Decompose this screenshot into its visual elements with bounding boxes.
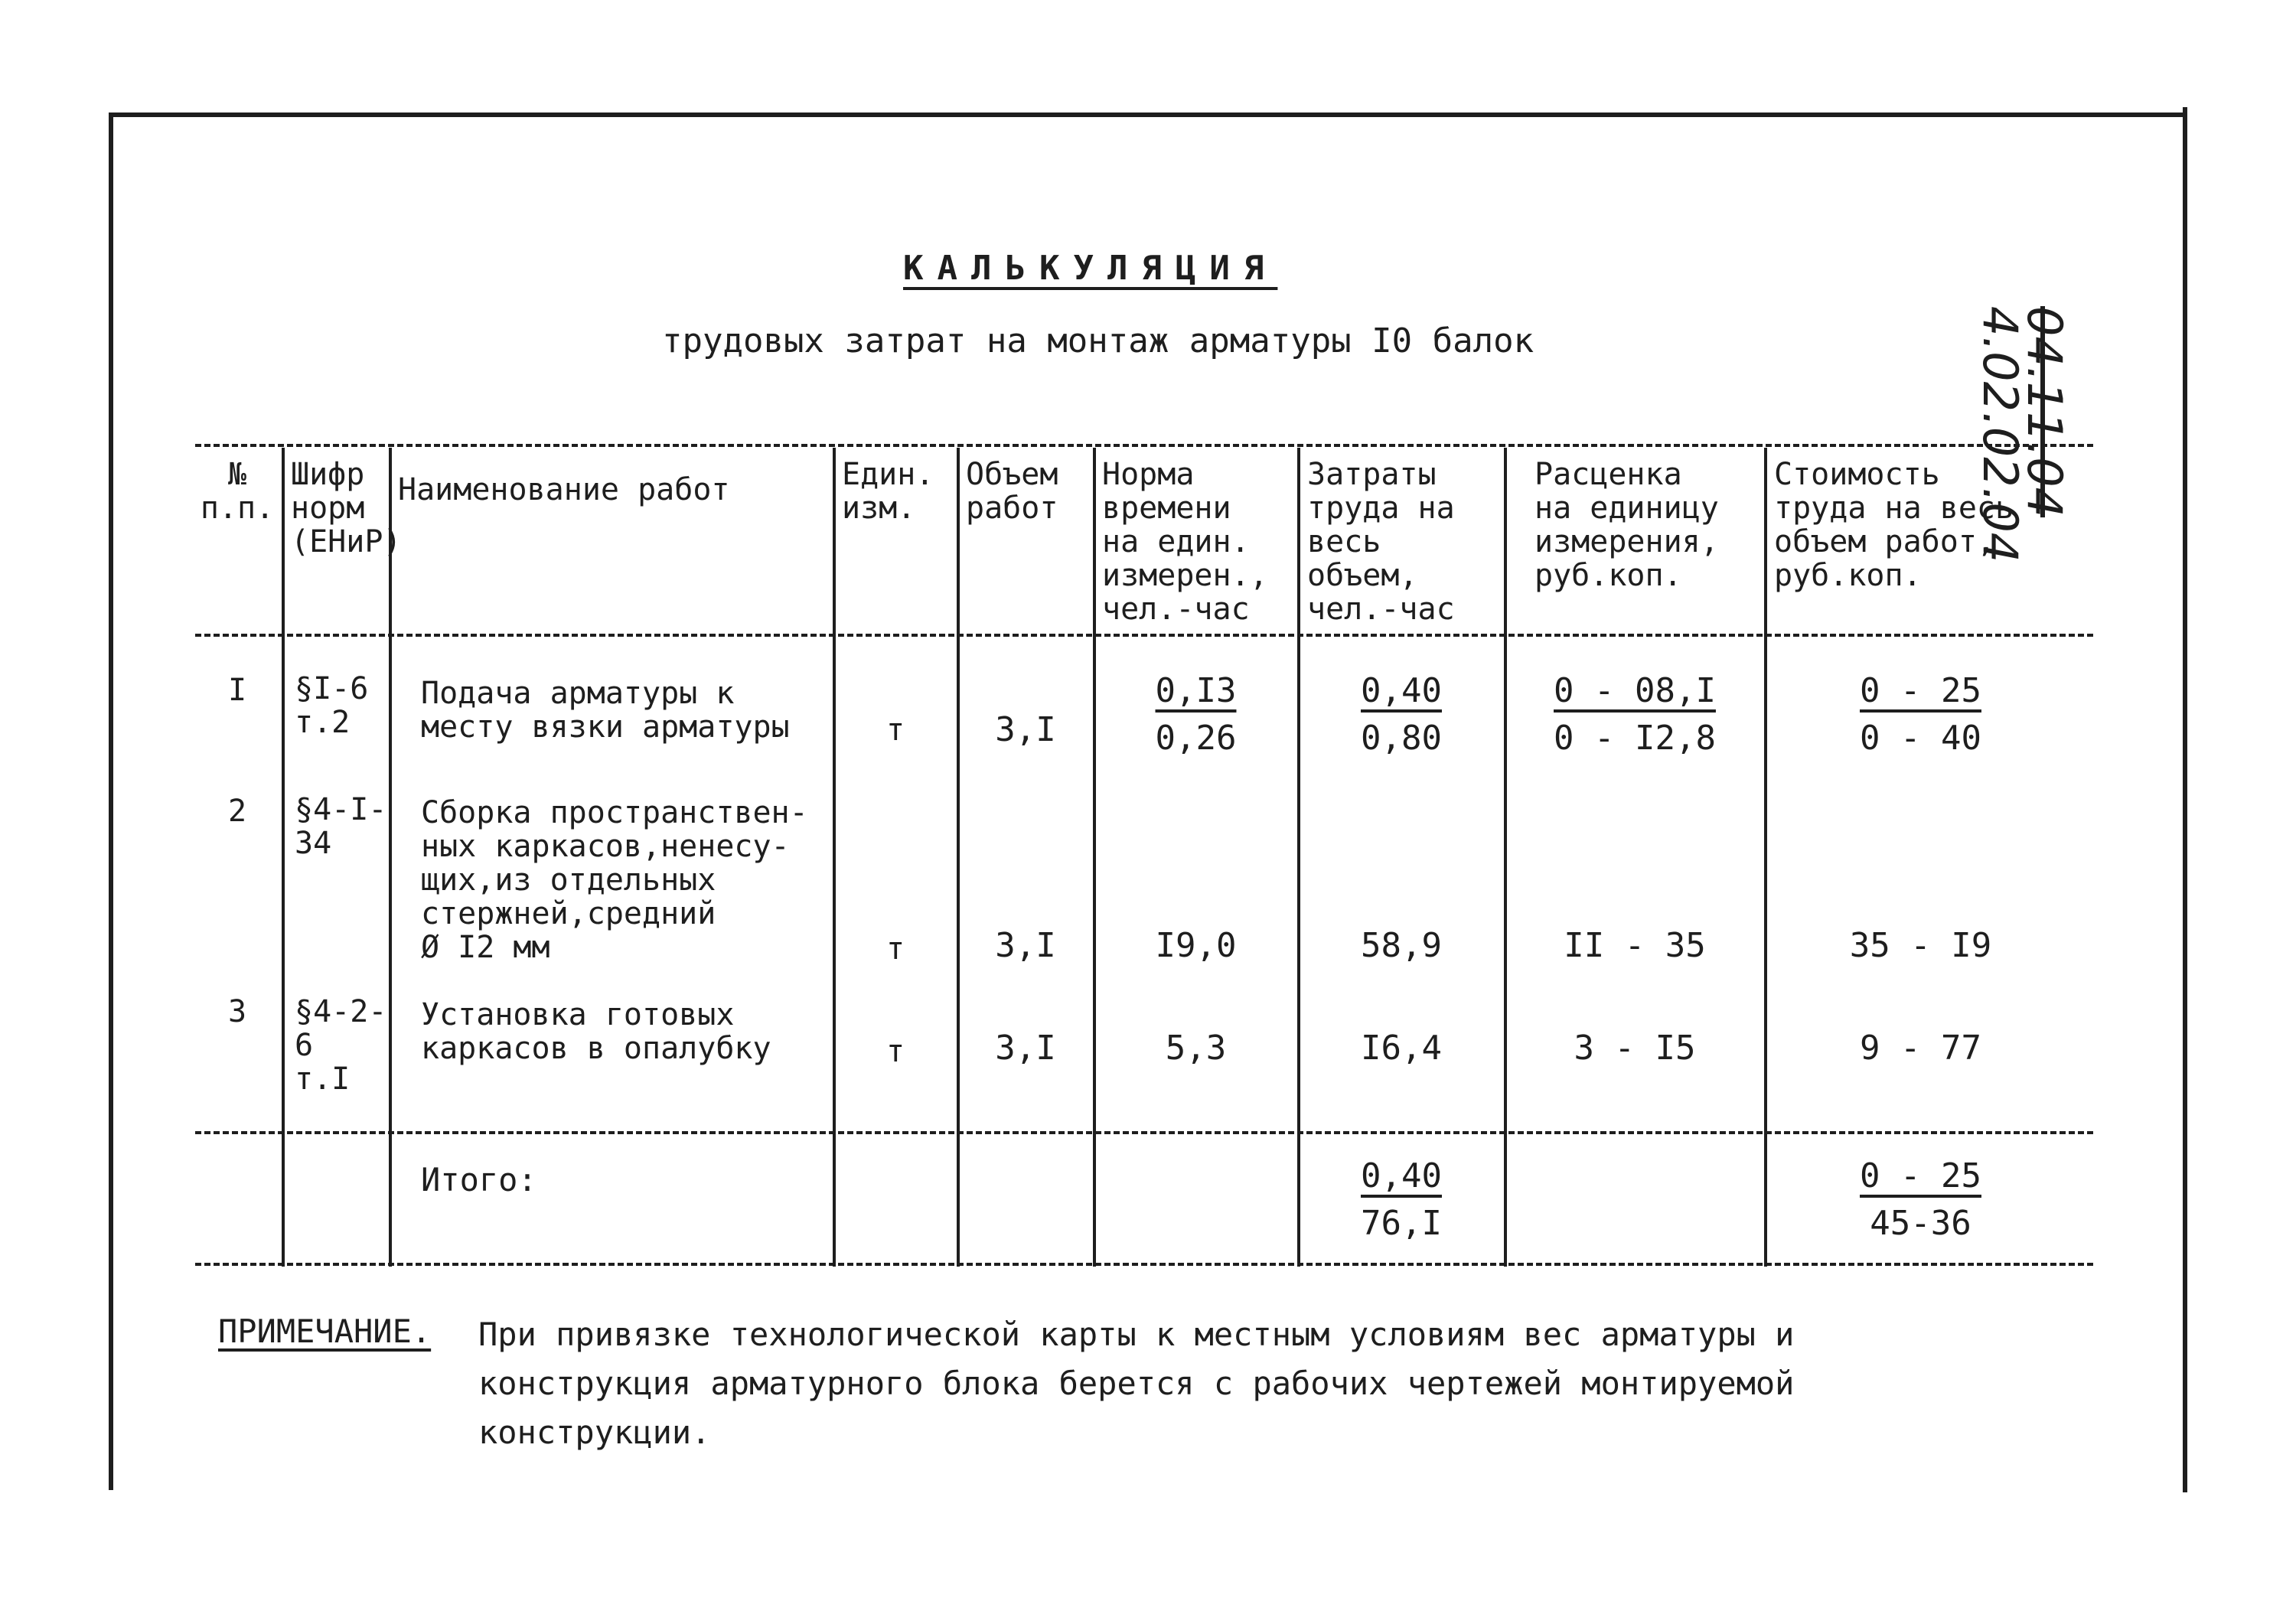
row-3-unit: т <box>885 1034 905 1069</box>
document-title: КАЛЬКУЛЯЦИЯ <box>903 249 1278 288</box>
row-2-num: 2 <box>227 794 247 829</box>
row-1-name: Подача арматуры к месту вязки арматуры <box>421 676 790 745</box>
row-1-norm-den: 0,26 <box>1155 719 1237 758</box>
header-code: Шифр норм (ЕНиР) <box>291 457 402 559</box>
row-3-volume: 3,I <box>995 1029 1056 1068</box>
stamp-line-2: 4.02.02.04 <box>1972 306 2028 563</box>
header-cost: Стоимость труда на весь объем работ, руб.коп. <box>1774 457 2014 593</box>
col-divider-7 <box>1504 448 1507 1267</box>
document-subtitle: трудовых затрат на монтаж арматуры I0 балок <box>662 321 1534 360</box>
row-1-code: §I-6 т.2 <box>295 671 369 740</box>
row-2-labor: 58,9 <box>1361 926 1442 965</box>
row-3-num: 3 <box>227 994 247 1029</box>
header-rate: Расценка на единицу измерения, руб.коп. <box>1534 457 1719 593</box>
col-divider-4 <box>957 448 960 1267</box>
row-3-code: §4-2- 6 т.I <box>295 994 387 1097</box>
row-1-unit: т <box>885 713 905 748</box>
total-label: Итого: <box>421 1161 537 1198</box>
row-1-rate-num: 0 - 08,I <box>1554 671 1716 710</box>
header-name: Наименование работ <box>398 472 730 507</box>
row-1-norm <box>1094 667 1297 762</box>
row-3-name: Установка готовых каркасов в опалубку <box>421 997 771 1066</box>
col-divider-6 <box>1297 448 1300 1267</box>
total-cost-den: 45-36 <box>1870 1204 1971 1243</box>
note-text: При привязке технологической карты к местным условиям вес арматуры и конструкция арматурного блока берется с рабочих чертежей монтируемой конструкции. <box>478 1316 1795 1451</box>
row-1-cost-num: 0 - 25 <box>1860 671 1981 710</box>
total-labor-num: 0,40 <box>1361 1156 1442 1195</box>
header-labor: Затраты труда на весь объем, чел.-час <box>1307 457 1455 627</box>
table-rule-body <box>195 1131 2093 1134</box>
total-cost-num: 0 - 25 <box>1860 1156 1981 1195</box>
frame-left-border <box>109 113 113 1490</box>
row-1-num: I <box>227 673 247 708</box>
frame-right-border <box>2183 107 2187 1492</box>
row-1-cost-den: 0 - 40 <box>1860 719 1981 758</box>
frame-top-border <box>109 113 2187 117</box>
row-2-name: Сборка пространствен- ных каркасов,ненесу- щих,из отдельных стержней,средний Ø I2 мм <box>421 795 808 965</box>
row-3-rate: 3 - I5 <box>1574 1029 1696 1068</box>
table-rule-header <box>195 634 2093 637</box>
row-2-norm: I9,0 <box>1155 926 1237 965</box>
col-divider-5 <box>1093 448 1096 1267</box>
row-1-cost <box>1766 667 2076 762</box>
row-3-labor: I6,4 <box>1361 1029 1442 1068</box>
header-norm: Норма времени на един. измерен., чел.-час <box>1102 457 1268 627</box>
note-label: ПРИМЕЧАНИЕ. <box>218 1313 432 1350</box>
row-1-norm-num: 0,I3 <box>1155 671 1237 710</box>
stamp-line-1: 04.11.04 <box>2017 306 2073 518</box>
row-1-rate <box>1505 667 1764 762</box>
row-1-labor-den: 0,80 <box>1361 719 1442 758</box>
row-2-unit: т <box>885 931 905 967</box>
header-volume: Объем работ <box>966 457 1058 526</box>
row-1-labor-num: 0,40 <box>1361 671 1442 710</box>
header-num: № п.п. <box>200 457 275 526</box>
row-3-cost: 9 - 77 <box>1860 1029 1981 1068</box>
row-3-norm: 5,3 <box>1165 1029 1227 1068</box>
header-unit: Един. изм. <box>842 457 934 526</box>
col-divider-1 <box>282 448 285 1267</box>
total-labor-den: 76,I <box>1361 1204 1442 1243</box>
row-2-code: §4-I- 34 <box>295 792 387 861</box>
row-2-volume: 3,I <box>995 926 1056 965</box>
total-labor <box>1299 1153 1504 1247</box>
row-1-rate-den: 0 - I2,8 <box>1554 719 1716 758</box>
row-1-labor <box>1299 667 1504 762</box>
table-rule-bottom <box>195 1263 2093 1266</box>
document-code-stamp <box>1972 306 2073 563</box>
col-divider-8 <box>1764 448 1767 1267</box>
row-2-cost: 35 - I9 <box>1849 926 1992 965</box>
row-2-rate: II - 35 <box>1564 926 1706 965</box>
table-rule-top <box>195 444 2093 447</box>
total-cost <box>1766 1153 2076 1247</box>
col-divider-2 <box>389 448 392 1267</box>
row-1-volume: 3,I <box>995 710 1056 749</box>
